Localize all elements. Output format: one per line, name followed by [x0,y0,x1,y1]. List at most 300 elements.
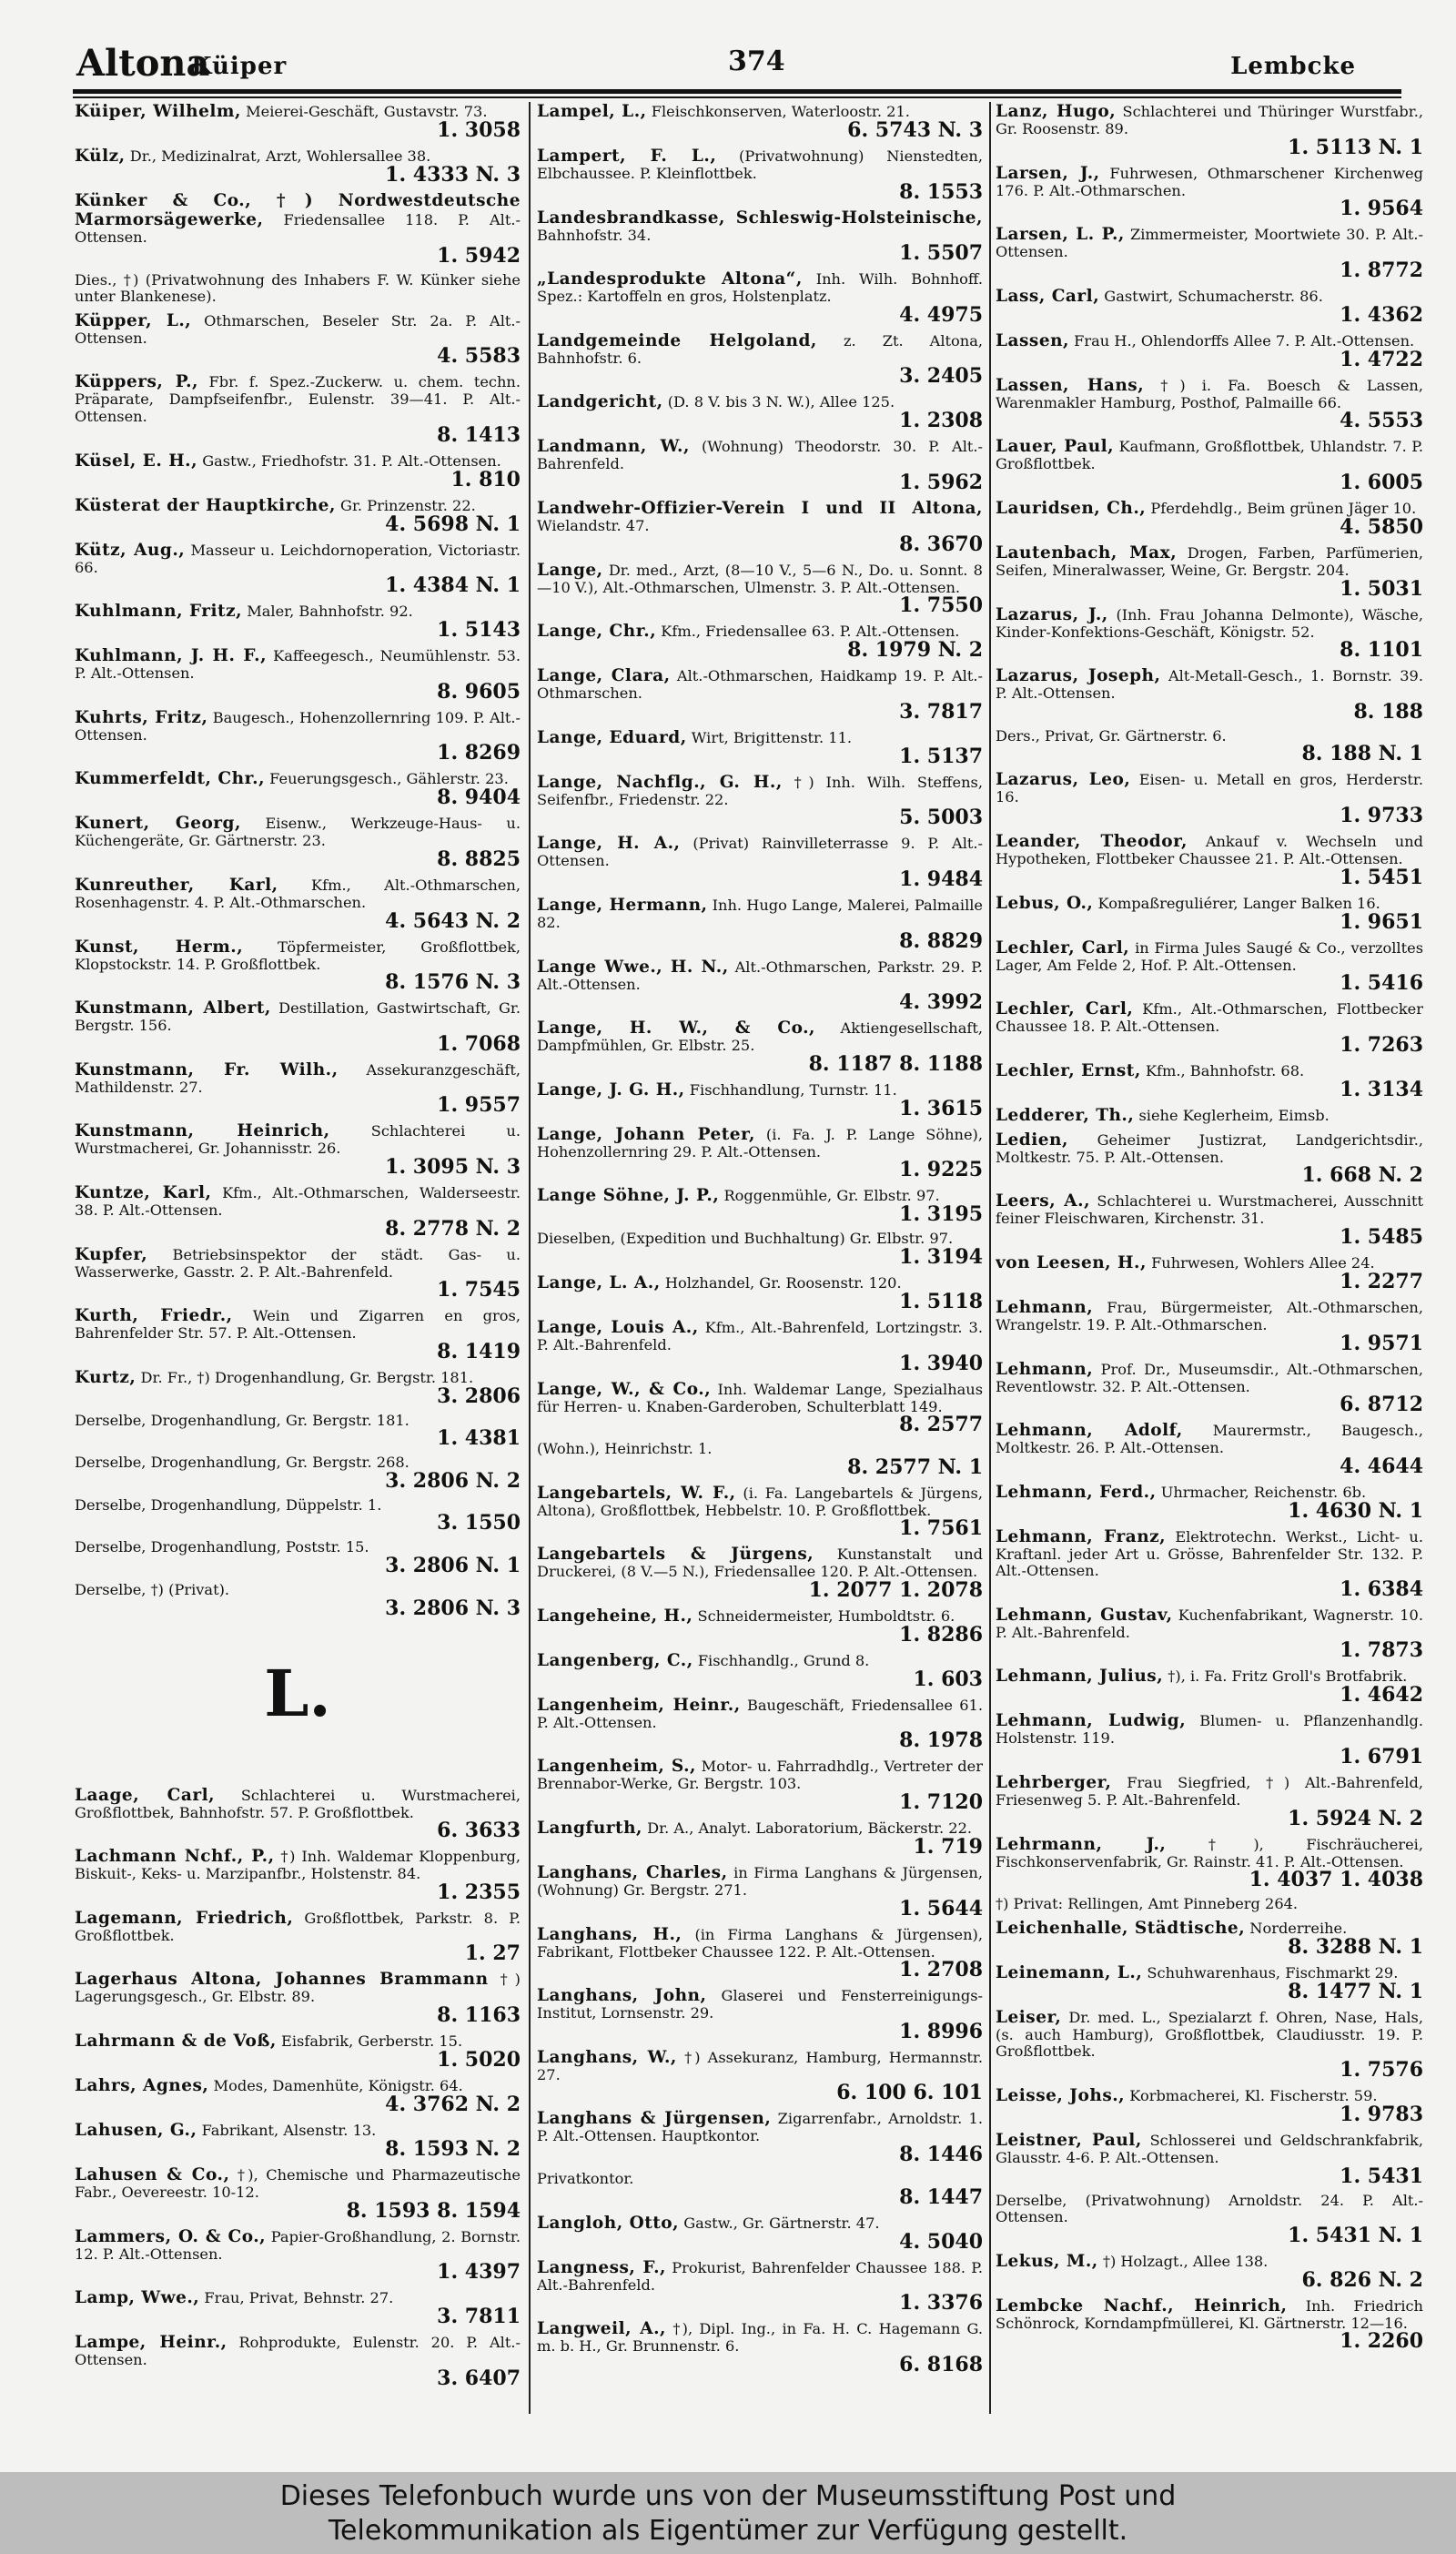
directory-entry [75,1909,521,1965]
entry-name: Kütz, Aug., [75,540,186,560]
entry-name: Langebartels & Jürgens, [537,1545,814,1565]
entry-details: Fischhandlg., Grund 8. [697,1651,870,1669]
entry-name: Lange, Nachflg., G. H., [537,772,783,792]
entry-name: Kurth, Friedr., [75,1306,233,1326]
entry-name: Lehmann, [996,1297,1094,1317]
entry-name: Langness, F., [537,2257,667,2277]
directory-entry [996,1061,1423,1100]
entry-name: Ledderer, Th., [996,1105,1135,1125]
directory-entry [75,1847,521,1903]
entry-name: Landwehr-Offizier-Verein I und II Altona, [537,498,983,518]
phone-number: 1. 7561 [899,1516,983,1541]
phone-number: 1. 3095 N. 3 [385,1154,521,1179]
entry-name: Lange Wwe., H. N., [537,957,729,977]
phone-number: 8. 1576 N. 3 [385,970,521,995]
phone-number: 4. 5698 N. 1 [385,512,521,536]
directory-entry [75,102,521,141]
entry-details: Frau, Bürgermeister, Alt.-Othmarschen, Wrangelstr. 19. P. Alt.-Othmarschen. [996,1298,1423,1333]
directory-entry [996,728,1423,765]
phone-number: 8. 2577 N. 1 [847,1454,983,1479]
directory-entry [75,1582,521,1619]
directory-entry [537,1863,983,1920]
phone-number: 1. 7550 [899,593,983,618]
entry-details: Derselbe, Drogenhandlung, Gr. Bergstr. 181. [75,1411,410,1429]
directory-entry [537,728,983,767]
entry-details: Inh. Friedrich Schönrock, Korndampfmüllerei, Kl. Gärtnerstr. 12—16. [996,2296,1423,2332]
entry-name: Lampe, Heinr., [75,2333,228,2353]
directory-entry [537,834,983,890]
directory-entry [537,437,983,493]
entry-details: Fbr. f. Spez.-Zuckerw. u. chem. techn. Präparate, Dampfseifenfbr., Eulenstr. 39—41. P. Alt.-Ottensen. [75,373,521,425]
phone-number: 3. 2806 N. 1 [385,1554,521,1578]
entry-details: Alt.-Othmarschen, Haidkamp 19. P. Alt.-Othmarschen. [537,667,983,703]
directory-entry [537,666,983,723]
entry-name: Lange, Hermann, [537,895,708,915]
entry-details: Derselbe, Drogenhandlung, Gr. Bergstr. 268. [75,1454,410,1472]
directory-entry [996,543,1423,600]
entry-details: Derselbe, †) (Privat). [75,1581,230,1599]
directory-entry [75,1306,521,1363]
entry-name: Kuhrts, Fritz, [75,707,208,727]
phone-number: 3. 2806 [437,1383,521,1408]
entry-details: Masseur u. Leichdornoperation, Victoriastr. 66. [75,541,521,576]
entry-details: Derselbe, Drogenhandlung, Düppelstr. 1. [75,1495,382,1514]
directory-entry [75,2032,521,2071]
entry-details: Kunstanstalt und Druckerei, (8 V.—5 N.), Friedensallee 120. P. Alt.-Ottensen. [537,1546,983,1581]
directory-entry [75,1497,521,1535]
entry-name: Lahusen, G., [75,2121,197,2141]
entry-details: Fleischkonserven, Waterloostr. 21. [651,103,910,120]
phone-number: 1. 9783 [1340,2103,1423,2127]
directory-entry [75,272,521,306]
directory-entry [75,602,521,641]
phone-number: 5. 5003 [899,806,983,830]
phone-number: 4. 5643 N. 2 [385,908,521,933]
column-divider [529,102,531,2414]
phone-number: 1. 9484 [899,867,983,891]
entry-name: Lechler, Ernst, [996,1060,1141,1080]
phone-number: 1. 5416 [1340,971,1423,996]
directory-entry [996,1773,1423,1829]
entry-details: (i. Fa. Langebartels & Jürgens, Altona), Großflottbek, Hebbelstr. 10. P. Großflottbek. [537,1484,983,1519]
phone-number: 1. 3195 [899,1202,983,1227]
directory-entry [996,1130,1423,1187]
phone-number: 3. 2405 [899,364,983,389]
phone-number: 1. 3376 [899,2291,983,2316]
entry-details: †), Fischräucherei, Fischkonservenfabrik, Gr. Rainstr. 41. P. Alt.-Ottensen. [996,1835,1423,1870]
phone-number: 6. 826 N. 2 [1301,2267,1423,2292]
entry-details: Dies., †) (Privatwohnung des Inhabers F. W. Künker siehe unter Blankenese). [75,270,521,306]
entry-details: Kfm., Alt.-Bahrenfeld, Lortzingstr. 3. P. Alt.-Bahrenfeld. [537,1318,983,1353]
directory-entry [75,1245,521,1302]
column-divider [989,102,991,2414]
entry-name: Lehmann, [996,1359,1094,1379]
phone-number: 6. 8168 [899,2352,983,2377]
entry-name: Lange Söhne, J. P., [537,1186,720,1206]
header-keyword-left: Küiper [191,53,288,80]
directory-entry [75,2227,521,2284]
directory-entry [75,191,521,267]
phone-number: 8. 1978 [899,1728,983,1753]
directory-entry [75,1121,521,1178]
directory-entry [537,2171,983,2208]
entry-name: Lange, H. W., & Co., [537,1019,815,1039]
entry-details: Baugesch., Hohenzollernring 109. P. Alt.-Ottensen. [75,708,521,744]
phone-number: 1. 2708 [899,1958,983,1982]
entry-details: Geheimer Justizrat, Landgerichtsdir., Moltkestr. 75. P. Alt.-Ottensen. [996,1130,1423,1166]
entry-name: Lehmann, Julius, [996,1667,1164,1687]
entry-name: Langhans, Charles, [537,1863,728,1883]
entry-details: Betriebsinspektor der städt. Gas- u. Wasserwerke, Gasstr. 2. P. Alt.-Bahrenfeld. [75,1245,521,1281]
entry-details: Kaffeegesch., Neumühlenstr. 53. P. Alt.-Ottensen. [75,647,521,683]
entry-details: Kfm., Alt.-Othmarschen, Flottbecker Chaussee 18. P. Alt.-Ottensen. [996,1000,1423,1036]
entry-details: Friedensallee 118. P. Alt.-Ottensen. [75,211,521,246]
column-2 [537,102,983,2423]
phone-number: 1. 2308 [899,409,983,433]
entry-details: Privatkontor. [537,2170,634,2188]
phone-number: 1. 5020 [437,2048,521,2073]
entry-details: Frau Siegfried, †) Alt.-Bahrenfeld, Friesenweg 5. P. Alt.-Bahrenfeld. [996,1774,1423,1809]
entry-details: Zimmermeister, Moortwiete 30. P. Alt.-Ottensen. [996,226,1423,261]
phone-number: 1. 719 [913,1835,983,1860]
entry-name: Kunert, Georg, [75,814,241,834]
phone-number: 1. 668 N. 2 [1301,1163,1423,1188]
phone-number: 1. 9564 [1340,197,1423,221]
entry-details: Holzhandel, Gr. Roosenstr. 120. [664,1273,902,1292]
directory-entry [75,1454,521,1492]
entry-name: Lange, Chr., [537,622,657,642]
entry-details: Dr. Fr., †) Drogenhandlung, Gr. Bergstr. 181. [140,1368,474,1386]
entry-name: Küsterat der Hauptkirche, [75,495,336,515]
entry-details: Wein und Zigarren en gros, Bahrenfelder Str. 57. P. Alt.-Ottensen. [75,1307,521,1343]
phone-number: 1. 9733 [1340,803,1423,827]
entry-details: Dr., Medizinalrat, Arzt, Wohlersallee 38. [129,147,431,165]
directory-entry [537,1986,983,2042]
directory-entry [537,1019,983,1075]
entry-name: Landesbrandkasse, Schleswig-Holsteinische, [537,208,983,228]
entry-name: Kupfer, [75,1244,148,1264]
phone-number: 1. 5451 [1340,865,1423,889]
directory-entry [75,937,521,994]
directory-entry [996,287,1423,326]
entry-name: Langhans, W., [537,2047,677,2067]
footer-line-1: Dieses Telefonbuch wurde uns von der Museumsstiftung Post und [279,2480,1177,2512]
phone-number: 6. 8712 [1340,1393,1423,1417]
phone-number: 1. 5485 [1340,1224,1423,1249]
entry-details: Gr. Prinzenstr. 22. [340,496,476,514]
entry-name: Lass, Carl, [996,286,1100,306]
phone-number: 1. 4722 [1340,347,1423,371]
entry-name: Langenheim, Heinr., [537,1695,741,1715]
directory-entry [996,1896,1423,1913]
entry-name: Lahrs, Agnes, [75,2076,209,2096]
entry-name: Lange, Eduard, [537,727,687,747]
phone-number: 4. 4644 [1340,1454,1423,1478]
section-heading: L. [264,1655,331,1731]
directory-entry [537,147,983,203]
entry-details: Elektrotechn. Werkst., Licht- u. Kraftanl. jeder Art u. Grösse, Bahrenfelder Str. 132. P. Alt.-Ottensen. [996,1527,1423,1580]
directory-entry [75,2288,521,2327]
entry-name: Langloh, Otto, [537,2213,680,2233]
entry-name: Lekus, M., [996,2251,1098,2271]
entry-name: Kunstmann, Fr. Wilh., [75,1059,339,1079]
directory-entry [996,331,1423,370]
directory-entry [75,2121,521,2160]
entry-details: Derselbe, Drogenhandlung, Poststr. 15. [75,1538,369,1556]
entry-name: Lange, [537,560,603,580]
footer-line-2: Telekommunikation als Eigentümer zur Verfügung gestellt. [328,2515,1128,2547]
entry-name: Lauridsen, Ch., [996,498,1147,518]
entry-name: Lazarus, Leo, [996,770,1131,790]
directory-entry [75,496,521,535]
directory-entry [537,1651,983,1690]
directory-entry [537,2109,983,2165]
entry-name: Landgemeinde Helgoland, [537,330,817,350]
entry-name: Landmann, W., [537,437,690,457]
entry-name: Larsen, L. P., [996,225,1125,245]
phone-number: 8. 188 [1353,699,1423,724]
entry-details: Bahnhofstr. 34. [537,226,652,244]
phone-number: 1. 3940 [899,1351,983,1375]
phone-number: 1. 5137 [899,744,983,768]
entry-details: Frau H., Ohlendorffs Allee 7. P. Alt.-Ottensen. [1074,331,1415,350]
entry-details: (Privatwohnung) Nienstedten, Elbchaussee. P. Kleinflottbek. [537,147,983,182]
entry-details: Glaserei und Fensterreinigungs-Institut, Lornsenstr. 29. [537,1987,983,2022]
phone-number: 4. 3992 [899,990,983,1015]
entry-name: Kunst, Herm., [75,937,244,957]
directory-entry [75,769,521,808]
entry-details: Prokurist, Bahrenfelder Chaussee 188. P. Alt.-Bahrenfeld. [537,2258,983,2294]
entry-name: Lehrberger, [996,1773,1112,1793]
phone-number: 1. 2077 1. 2078 [808,1577,983,1602]
directory-entry [996,225,1423,281]
phone-number: 8. 1593 8. 1594 [346,2198,521,2223]
page-header [73,36,1392,91]
phone-number: 4. 5850 [1340,514,1423,539]
directory-entry [75,372,521,445]
entry-details: Eisenw., Werkzeuge-Haus- u. Küchengeräte, Gr. Gärtnerstr. 23. [75,815,521,850]
entry-name: Larsen, J., [996,163,1100,183]
entry-name: Lebus, O., [996,893,1094,913]
directory-entry [537,896,983,952]
column-3 [996,102,1423,2423]
directory-entry [537,622,983,661]
phone-number: 8. 1187 8. 1188 [808,1051,983,1076]
directory-entry [537,1125,983,1181]
entry-name: Lampel, L., [537,102,647,121]
entry-details: Schuhwarenhaus, Fischmarkt 29. [1147,1963,1399,1981]
entry-name: Kuhlmann, J. H. F., [75,646,268,666]
entry-details: (Wohnung) Theodorstr. 30. P. Alt.-Bahrenfeld. [537,438,983,473]
column-1 [75,102,521,2423]
entry-details: Fischhandlung, Turnstr. 11. [689,1080,897,1099]
entry-details: Derselbe, (Privatwohnung) Arnoldstr. 24. P. Alt.-Ottensen. [996,2191,1423,2226]
phone-number: 1. 2355 [437,1880,521,1904]
entry-name: Lechler, Carl, [996,937,1130,958]
phone-number: 3. 1550 [437,1511,521,1535]
entry-name: Lazarus, Joseph, [996,666,1161,686]
entry-details: Großflottbek, Parkstr. 8. P. Großflottbek. [75,1909,521,1944]
entry-name: Lange, L. A., [537,1272,661,1292]
directory-entry [537,1273,983,1312]
phone-number: 1. 2260 [1340,2329,1423,2354]
directory-entry [996,164,1423,220]
directory-entry [75,2076,521,2115]
entry-details: (Privat) Rainvilleterrasse 9. P. Alt.-Ottensen. [537,835,983,870]
directory-entry [75,1786,521,1842]
entry-name: Kuntze, Karl, [75,1182,212,1202]
directory-entry [537,1757,983,1813]
entry-name: Langweil, A., [537,2319,666,2339]
directory-entry [75,1970,521,2026]
entry-details: †), i. Fa. Fritz Groll's Brotfabrik. [1168,1667,1408,1686]
phone-number: 8. 3670 [899,532,983,556]
entry-name: Leisse, Johs., [996,2086,1126,2106]
directory-entry [996,1963,1423,2002]
entry-name: Lechler, Carl, [996,999,1134,1019]
phone-number: 4. 5040 [899,2229,983,2254]
phone-number: 1. 4642 [1340,1683,1423,1708]
phone-number: 1. 4397 [437,2260,521,2285]
directory-entry [537,1484,983,1540]
directory-entry [75,451,521,491]
directory-entry [996,2296,1423,2353]
directory-entry [996,2252,1423,2291]
directory-entry [996,1606,1423,1662]
phone-number: 1. 4384 N. 1 [385,573,521,598]
entry-name: Kurtz, [75,1367,136,1387]
directory-entry [996,1298,1423,1354]
entry-details: Maurermstr., Baugesch., Moltkestr. 26. P. Alt.-Ottensen. [996,1422,1423,1457]
entry-details: Kaufmann, Großflottbek, Uhlandstr. 7. P. Großflottbek. [996,438,1423,473]
entry-name: Künker & Co., †) Nordwestdeutsche Marmorsägewerke, [75,191,521,229]
entry-details: Kompaßreguliérer, Langer Balken 16. [1097,894,1380,912]
entry-details: Assekuranzgeschäft, Mathildenstr. 27. [75,1060,521,1096]
entry-details: Inh. Hugo Lange, Malerei, Palmaille 82. [537,896,983,931]
directory-entry [996,999,1423,1056]
directory-entry [996,1835,1423,1891]
entry-details: Dieselben, (Expedition und Buchhaltung) Gr. Elbstr. 97. [537,1230,954,1248]
directory-entry [537,102,983,141]
entry-name: von Leesen, H., [996,1252,1147,1272]
phone-number: 8. 1553 [899,179,983,204]
directory-entry [537,331,983,388]
phone-number: 1. 6005 [1340,470,1423,494]
phone-number: 8. 8825 [437,846,521,871]
directory-entry [537,2258,983,2315]
directory-entry [537,1080,983,1120]
entry-details: Töpfermeister, Großflottbek, Klopstockstr. 14. P. Großflottbek. [75,937,521,973]
entry-name: Langhans, H., [537,1924,682,1944]
entry-name: Leander, Theodor, [996,831,1188,851]
entry-details: Dr. A., Analyt. Laboratorium, Bäckerstr. 22. [647,1819,973,1838]
directory-entry [75,147,521,186]
directory-entry [75,541,521,597]
phone-number: 1. 7263 [1340,1032,1423,1057]
directory-entry [75,1413,521,1450]
entry-name: Lange, Johann Peter, [537,1124,755,1144]
entry-details: †), Dipl. Ing., in Fa. H. C. Hagemann G. m. b. H., Gr. Brunnenstr. 6. [537,2320,983,2356]
phone-number: 8. 188 N. 1 [1301,742,1423,766]
phone-number: 1. 7545 [437,1278,521,1302]
phone-number: 1. 5507 [899,241,983,266]
phone-number: 1. 7576 [1340,2058,1423,2083]
entry-name: Leers, A., [996,1191,1091,1211]
header-rule-thin [73,96,1401,98]
entry-name: Kummerfeldt, Chr., [75,769,266,789]
entry-name: Lange, W., & Co., [537,1379,712,1399]
header-keyword-right: Lembcke [1230,53,1356,80]
entry-name: Lange, Louis A., [537,1317,699,1337]
directory-entry [996,1421,1423,1477]
entry-details: Zigarrenfabr., Arnoldstr. 1. P. Alt.-Ottensen. Hauptkontor. [537,2110,983,2145]
entry-details: Pferdehdlg., Beim grünen Jäger 10. [1150,499,1417,517]
entry-name: Lange, J. G. H., [537,1079,685,1100]
directory-entry [537,1606,983,1646]
entry-details: †) Privat: Rellingen, Amt Pinneberg 264. [996,1895,1299,1913]
phone-number: 3. 2806 N. 2 [385,1468,521,1493]
directory-entry [996,499,1423,538]
directory-entry [75,708,521,765]
directory-entry [75,998,521,1055]
phone-number: 1. 5143 [437,618,521,643]
entry-details: Korbmacherei, Kl. Fischerstr. 59. [1129,2087,1378,2105]
entry-details: (Wohn.), Heinrichstr. 1. [537,1440,713,1458]
entry-details: Maler, Bahnhofstr. 92. [247,603,413,621]
phone-number: 1. 8996 [899,2019,983,2043]
entry-details: †) i. Fa. Boesch & Lassen, Warenmakler Hamburg, Posthof, Palmaille 66. [996,376,1423,411]
entry-details: Fabrikant, Alsenstr. 13. [201,2122,377,2140]
directory-entry [537,773,983,829]
phone-number: 1. 3134 [1340,1077,1423,1101]
entry-details: †), Chemische und Pharmazeutische Fabr., Oevereestr. 10-12. [75,2166,521,2202]
entry-details: Baugeschäft, Friedensallee 61. P. Alt.-Ottensen. [537,1696,983,1731]
directory-entry [537,1186,983,1225]
phone-number: 1. 3615 [899,1096,983,1120]
entry-details: Norderreihe. [1249,1919,1348,1937]
directory-entry [537,1925,983,1981]
entry-details: (D. 8 V. bis 3 N. W.), Allee 125. [667,393,895,411]
entry-details: Eisfabrik, Gerberstr. 15. [281,2032,463,2051]
entry-details: Schlachterei u. Wurstmacherei, Großflottbek, Bahnhofstr. 57. P. Großflottbek. [75,1786,521,1821]
entry-name: Leistner, Paul, [996,2131,1142,2151]
phone-number: 1. 5431 [1340,2164,1423,2188]
phone-number: 4. 5583 [437,344,521,369]
header-rule [73,89,1401,94]
entry-details: in Firma Langhans & Jürgensen, (Wohnung) Gr. Bergstr. 271. [537,1864,983,1900]
entry-name: Landgericht, [537,392,663,412]
phone-number: 1. 8269 [437,741,521,765]
entry-name: Kunreuther, Karl, [75,875,278,895]
entry-name: Lehmann, Ferd., [996,1482,1157,1502]
directory-entry [537,269,983,326]
entry-details: Schlachterei u. Wurstmacherei, Ausschnitt feiner Fleischwaren, Kirchenstr. 31. [996,1192,1423,1228]
phone-number: 1. 5924 N. 2 [1288,1806,1423,1830]
phone-number: 8. 1446 [899,2143,983,2167]
phone-number: 1. 6791 [1340,1745,1423,1769]
phone-number: 8. 1163 [437,2003,521,2028]
directory-entry [996,376,1423,432]
phone-number: 3. 6407 [437,2366,521,2390]
phone-number: 1. 5113 N. 1 [1288,135,1423,159]
entry-name: Lagerhaus Altona, Johannes Brammann [75,1970,489,1990]
directory-entry [996,2086,1423,2125]
directory-entry [996,1483,1423,1522]
directory-entry [537,561,983,617]
phone-number: 1. 5118 [899,1289,983,1313]
page-number: 374 [728,46,785,77]
entry-details: Roggenmühle, Gr. Elbstr. 97. [723,1187,940,1205]
